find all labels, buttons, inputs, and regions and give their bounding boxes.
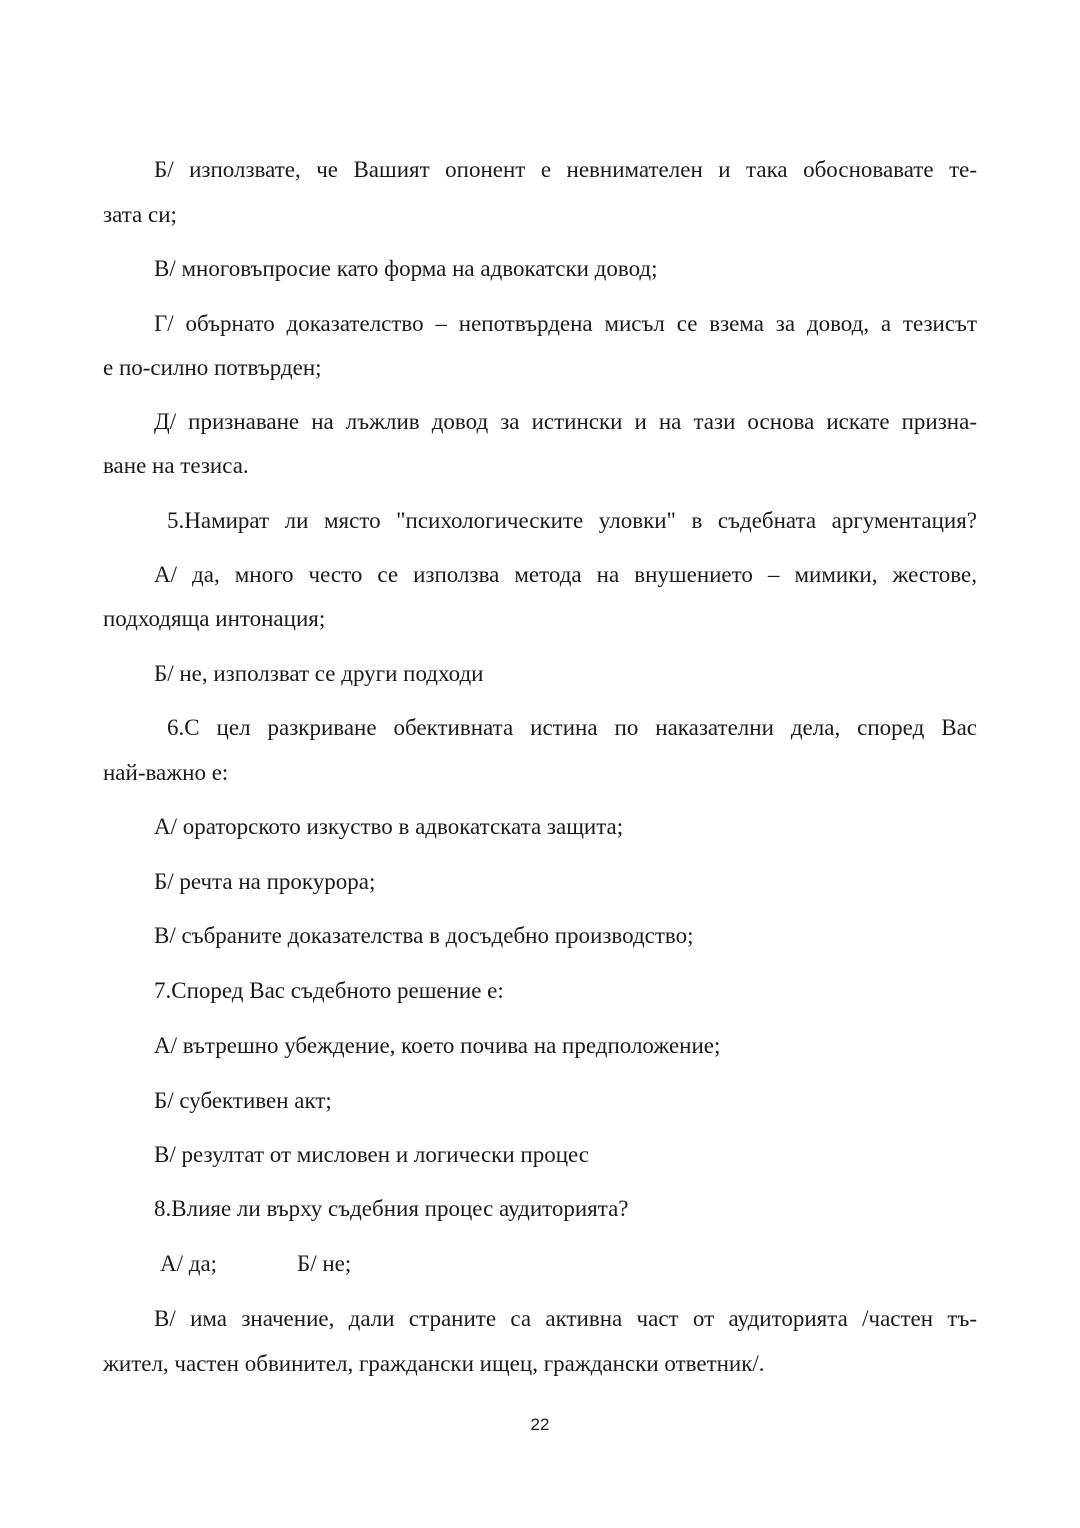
question-heading: 5.Намират ли място "психологическите уловки" в съдебната аргументация? [167, 508, 977, 533]
text-line: Д/ признаване на лъжлив довод за истински и на тази основа искате призна- [154, 409, 977, 434]
text-line: е по-силно потвърден; [103, 355, 322, 380]
text-line: Б/ не, използват се други подходи [154, 661, 484, 686]
text-line: Б/ не; [297, 1251, 352, 1276]
question-heading: 8.Влияе ли върху съдебния процес аудиторията? [154, 1196, 629, 1221]
text-line: В/ резултат от мисловен и логически процес [154, 1142, 590, 1167]
text-line: Б/ субективен акт; [154, 1088, 332, 1113]
text-line: А/ ораторското изкуство в адвокатската защита; [154, 814, 624, 839]
text-line: зата си; [103, 202, 177, 227]
text-line: Б/ използвате, че Вашият опонент е невнимателен и така обосновавате те- [154, 157, 977, 182]
question-heading: 7.Според Вас съдебното решение е: [154, 978, 504, 1003]
text-line: А/ да, много често се използва метода на внушението – мимики, жестове, [154, 562, 977, 587]
page-number: 22 [530, 1415, 550, 1434]
question-heading: 6.С цел разкриване обективната истина по наказателни дела, според Вас [167, 715, 977, 740]
text-line: Б/ речта на прокурора; [154, 869, 376, 894]
text-line: подходяща интонация; [103, 606, 326, 631]
text-line: ване на тезиса. [103, 453, 249, 478]
text-line: А/ вътрешно убеждение, което почива на предположение; [154, 1033, 721, 1058]
text-line: най-важно е: [103, 760, 229, 785]
text-line: А/ да; [160, 1251, 218, 1276]
text-line: В/ събраните доказателства в досъдебно производство; [154, 923, 694, 948]
text-line: В/ има значение, дали страните са активна част от аудиторията /частен тъ- [154, 1306, 977, 1331]
text-line: В/ многовъпросие като форма на адвокатски довод; [154, 256, 658, 281]
text-line: жител, частен обвинител, граждански ищец, граждански ответник/. [103, 1351, 765, 1376]
text-line: Г/ обърнато доказателство – непотвърдена мисъл се взема за довод, а тезисът [154, 311, 977, 336]
